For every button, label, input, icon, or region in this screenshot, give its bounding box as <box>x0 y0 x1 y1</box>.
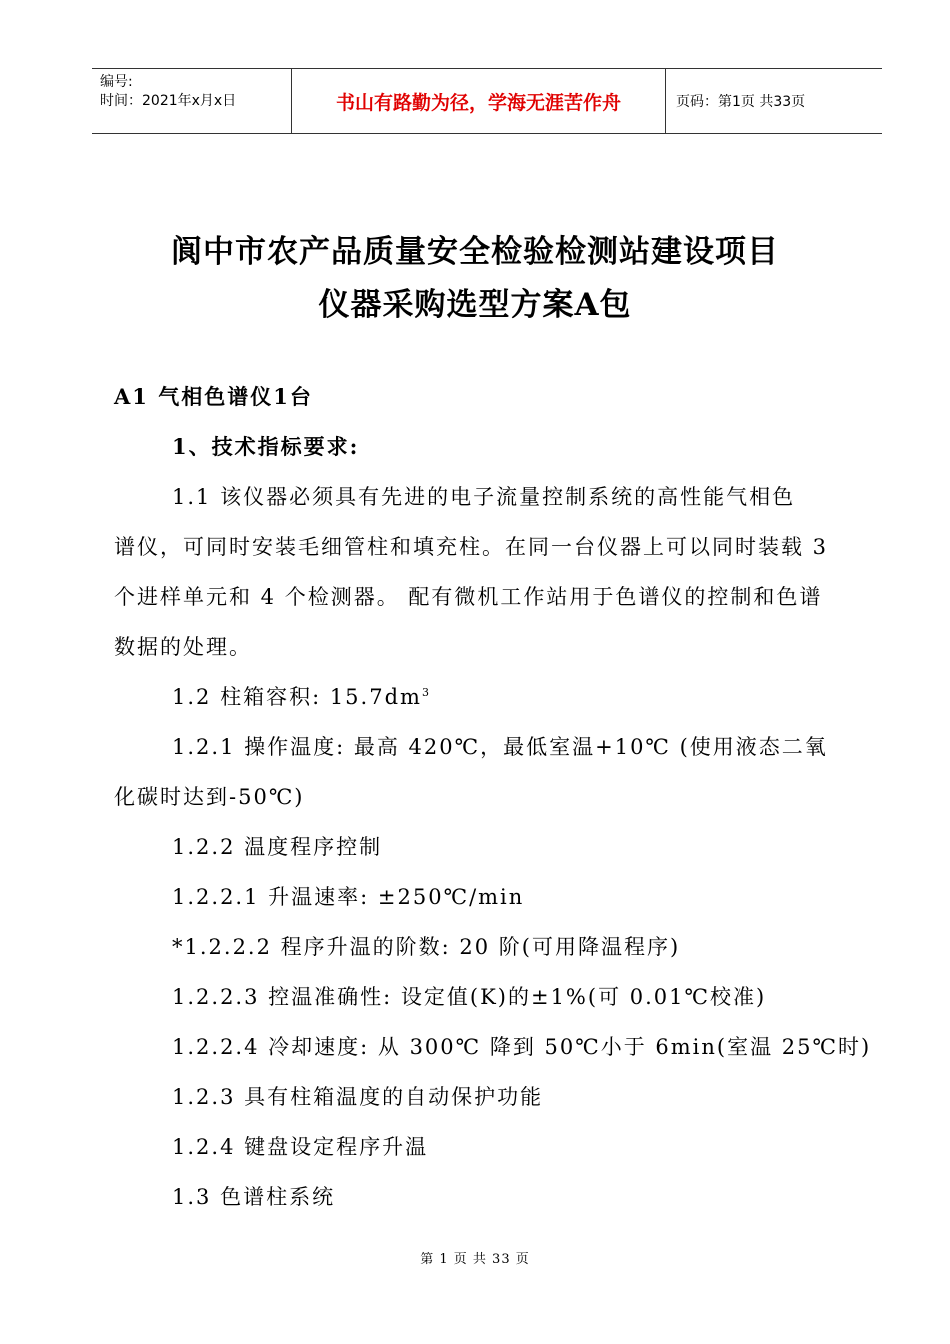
spec-line: 1.3 色谱柱系统 <box>172 1185 336 1209</box>
spec-line: 1.2.2.4 冷却速度: 从 300℃ 降到 50℃小于 6min(室温 25℃时) <box>172 1035 872 1059</box>
header-page-info: 页码：第1页 共33页 <box>676 94 806 110</box>
page-header <box>92 68 882 134</box>
section-heading: A1 气相色谱仪1台 <box>114 384 313 409</box>
header-motto: 书山有路勤为径，学海无涯苦作舟 <box>292 69 666 133</box>
page-footer: 第 1 页 共 33 页 <box>420 1252 530 1267</box>
paragraph-line: 数据的处理。 <box>114 635 252 659</box>
document-title-line1: 阆中市农产品质量安全检验检测站建设项目 <box>171 234 779 270</box>
paragraph-line: 个进样单元和 4 个检测器。 配有微机工作站用于色谱仪的控制和色谱 <box>114 585 823 609</box>
spec-line: 1.2.2 温度程序控制 <box>172 835 383 859</box>
spec-line: *1.2.2.2 程序升温的阶数: 20 阶(可用降温程序) <box>172 935 681 959</box>
superscript: 3 <box>421 686 431 699</box>
spec-line: 1.2.4 键盘设定程序升温 <box>172 1135 429 1159</box>
time-label: 时间：2021年x月x日 <box>100 93 237 109</box>
spec-column-volume <box>172 681 431 711</box>
spec-line: 1.2.3 具有柱箱温度的自动保护功能 <box>172 1085 544 1109</box>
paragraph-line: 1.1 该仪器必须具有先进的电子流量控制系统的高性能气相色 <box>172 485 796 509</box>
paragraph-line: 化碳时达到-50℃) <box>114 785 305 809</box>
document-title-line2: 仪器采购选型方案A包 <box>318 287 632 323</box>
spec-line: 1.2.2.3 控温准确性: 设定值(K)的±1%(可 0.01℃校准) <box>172 985 767 1009</box>
spec-line: 1.2.2.1 升温速率: ±250℃/min <box>172 885 525 909</box>
spec-text: 1.2 柱箱容积: 15.7dm <box>172 685 422 709</box>
paragraph-line: 谱仪，可同时安装毛细管柱和填充柱。在同一台仪器上可以同时装载 3 <box>114 535 829 559</box>
subsection-heading: 1、技术指标要求: <box>172 434 360 459</box>
paragraph-line: 1.2.1 操作温度: 最高 420℃，最低室温+10℃ (使用液态二氧 <box>172 735 828 759</box>
header-meta <box>92 69 292 133</box>
number-label: 编号: <box>100 74 133 90</box>
